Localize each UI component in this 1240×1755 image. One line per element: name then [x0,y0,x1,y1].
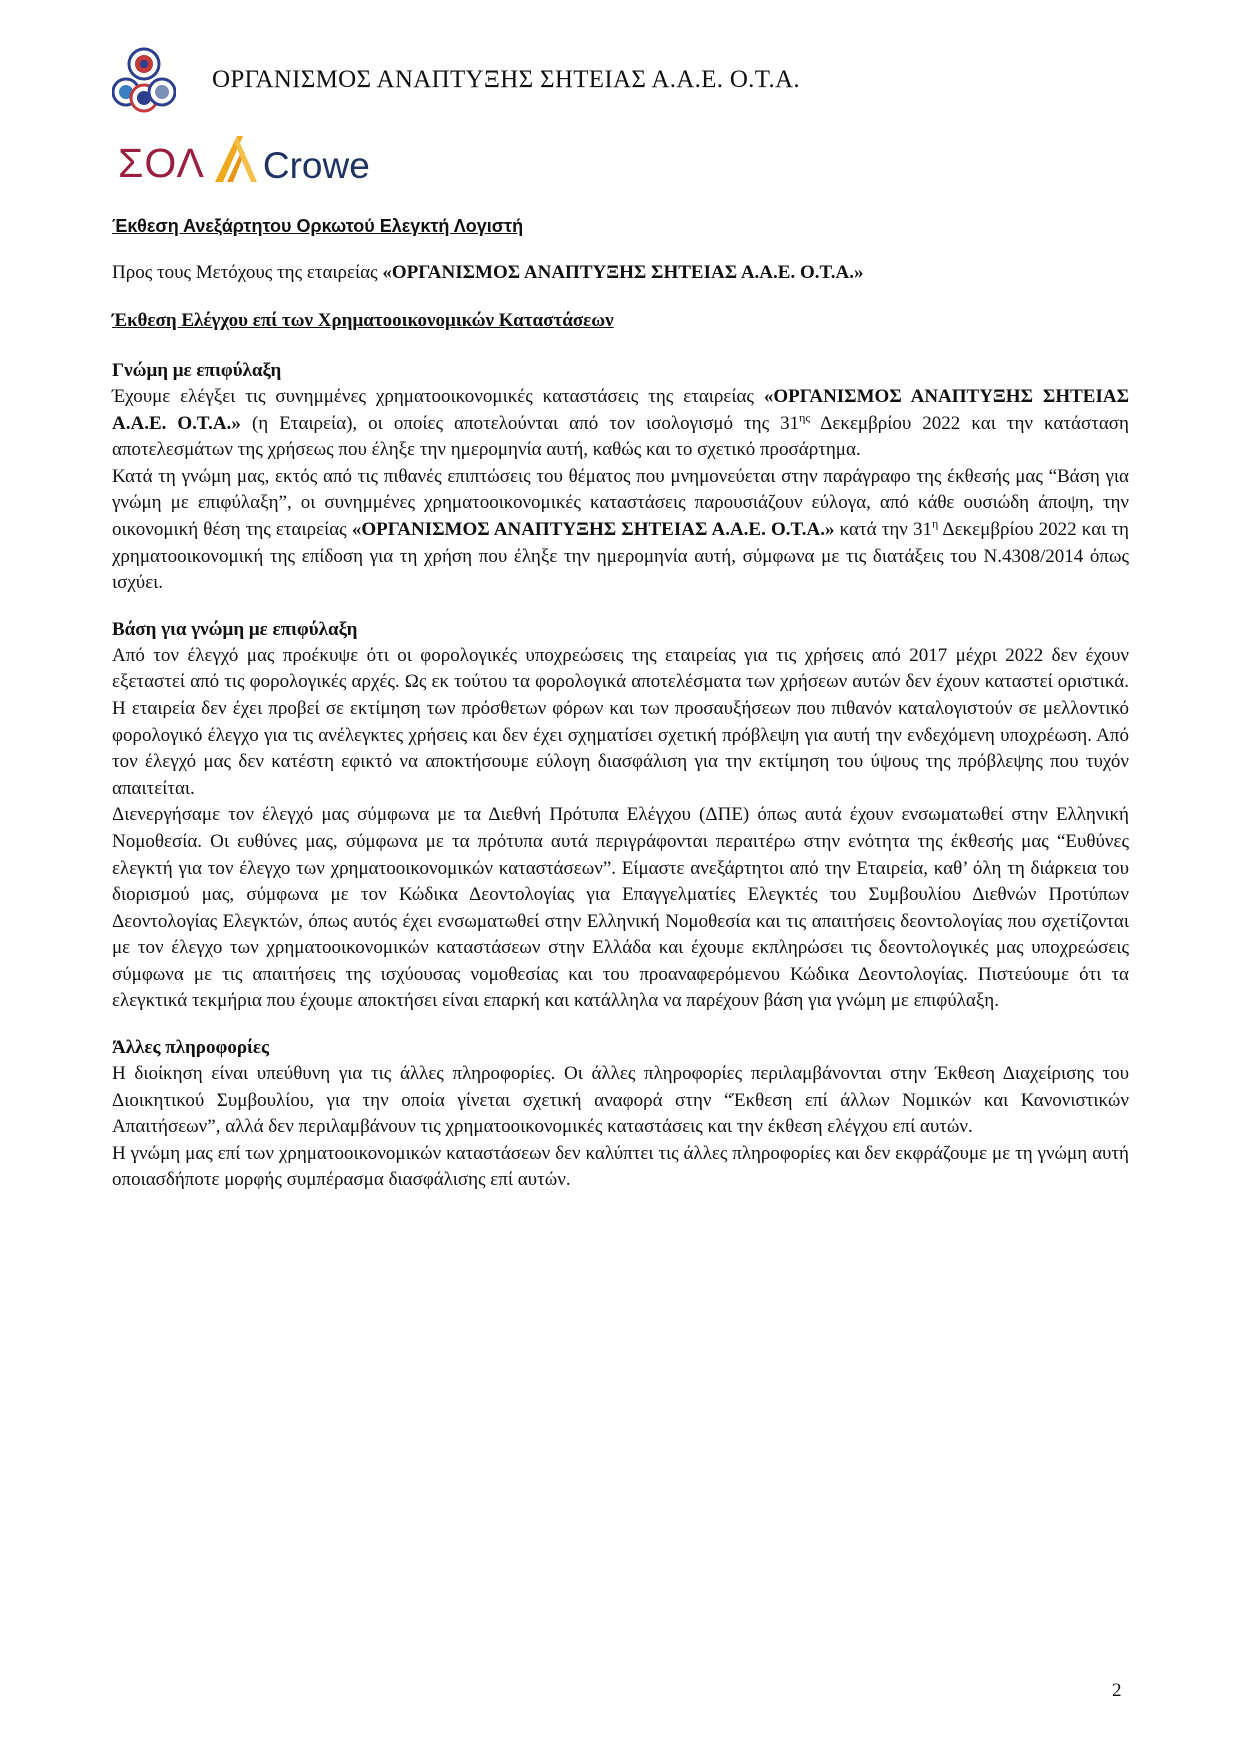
addressee-prefix: Προς τους Μετόχους της εταιρείας [112,262,383,283]
report-body [112,214,1129,1194]
opinion-heading: Γνώμη με επιφύλαξη [112,360,282,381]
addressee-company: «ΟΡΓΑΝΙΣΜΟΣ ΑΝΑΠΤΥΞΗΣ ΣΗΤΕΙΑΣ Α.Α.Ε. Ο.Τ.Α.» [382,262,864,283]
firm-logo [118,136,370,184]
basis-paragraph-1: Από τον έλεγχό μας προέκυψε ότι οι φορολογικές υποχρεώσεις της εταιρείας για τις χρήσεις από 2017 μέχρι 2022 δεν έχουν εξεταστεί από τις φορολογικές αρχές. Ως εκ τούτου τα φορολογικά αποτελέσματα των χρήσεων αυτών δεν έχουν καταστεί οριστικά. Η εταιρεία δεν έχει προβεί σε εκτίμηση των πρόσθετων φόρων και των προσαυξήσεων που πιθανόν καταλογιστούν σε μελλοντικό φορολογικό έλεγχο για τις ανέλεγκτες χρήσεις και δεν έχει σχηματίσει σχετική πρόβλεψη για αυτή την ενδεχόμενη υποχρέωση. Από τον έλεγχό μας δεν κατέστη εφικτό να αποκτήσουμε εύλογη διασφάλιση για την εκτίμηση του ύψους της πρόβλεψης που τυχόν απαιτείται. [112,644,1129,799]
firm-logo-sol: ΣΟΛ [118,140,205,186]
page-number: 2 [1112,1680,1122,1701]
firm-logo-crowe: Crowe [262,145,370,186]
basis-heading: Βάση για γνώμη με επιφύλαξη [112,618,358,640]
document-header [112,46,800,114]
organization-name: ΟΡΓΑΝΙΣΜΟΣ ΑΝΑΠΤΥΞΗΣ ΣΗΤΕΙΑΣ Α.Α.Ε. Ο.Τ.Α. [212,66,800,93]
basis-paragraph-2: Διενεργήσαμε τον έλεγχό μας σύμφωνα με τα Διεθνή Πρότυπα Ελέγχου (ΔΠΕ) όπως αυτά έχουν ενσωματωθεί στην Ελληνική Νομοθεσία. Οι ευθύνες μας, σύμφωνα με τα πρότυπα αυτά περιγράφονται περαιτέρω στην ενότητα της έκθεσής μας “Ευθύνες ελεγκτή για τον έλεγχο των χρηματοοικονομικών καταστάσεων”. Είμαστε ανεξάρτητοι από την Εταιρεία, καθ’ όλη τη διάρκεια του διορισμού μας, σύμφωνα με τον Κώδικα Δεοντολογίας για Επαγγελματίες Ελεγκτές του Συμβουλίου Διεθνών Προτύπων Δεοντολογίας Ελεγκτών, όπως αυτός έχει ενσωματωθεί στην Ελληνική Νομοθεσία και τις απαιτήσεις δεοντολογίας που σχετίζονται με τον έλεγχο των χρηματοοικονομικών καταστάσεων στην Ελλάδα και έχουμε εκπληρώσει τις δεοντολογικές μας υποχρεώσεις σύμφωνα με τις απαιτήσεις της ισχύουσας νομοθεσίας και του προαναφερόμενου Κώδικα Δεοντολογίας. Πιστεύουμε ότι τα ελεγκτικά τεκμήρια που έχουμε αποκτήσει είναι επαρκή και κατάλληλα να παρέχουν βάση για γνώμη με επιφύλαξη. [112,804,1129,1012]
org-emblem-icon [112,46,176,114]
opinion-paragraph-2: Κατά τη γνώμη μας, εκτός από τις πιθανές επιπτώσεις του θέματος που μνημονεύεται στην παράγραφο της έκθεσής μας “Βάση για γνώμη με επιφύλαξη”, οι συνημμένες χρηματοοικονομικές καταστάσεις παρουσιάζουν εύλογα, από κάθε ουσιώδη άποψη, την οικονομική θέση της εταιρείας «ΟΡΓΑΝΙΣΜΟΣ ΑΝΑΠΤΥΞΗΣ ΣΗΤΕΙΑΣ Α.Α.Ε. Ο.Τ.Α.» κατά την $31^\eta$ Δεκεμβρίου 2022 και τη χρηματοοικονομική της επίδοση για τη χρήση που έληξε την ημερομηνία αυτή, σύμφωνα με τις διατάξεις του Ν.4308/2014 όπως ισχύει. [112,465,1129,594]
opinion-paragraph-1: Έχουμε ελέγξει τις συνημμένες χρηματοοικονομικές καταστάσεις της εταιρείας «ΟΡΓΑΝΙΣΜΟΣ ΑΝΑΠΤΥΞΗΣ ΣΗΤΕΙΑΣ Α.Α.Ε. Ο.Τ.Α.» (η Εταιρεία), οι οποίες αποτελούνται από τον ισολογισμό της $31^{\eta\varsigma}$ Δεκεμβρίου 2022 και την κατάσταση αποτελεσμάτων της χρήσεως που έληξε την ημερομηνία αυτή, καθώς και το σχετικό προσάρτημα. [112,386,1129,461]
crowe-chevron-icon [211,134,261,184]
report-title: Έκθεση Ανεξάρτητου Ορκωτού Ελεγκτή Λογιστή [112,216,524,236]
addressee [112,260,1129,286]
other-info-paragraph-1: Η διοίκηση είναι υπεύθυνη για τις άλλες πληροφορίες. Οι άλλες πληροφορίες περιλαμβάνονται στην Έκθεση Διαχείρισης του Διοικητικού Συμβουλίου, για την οποία γίνεται σχετική αναφορά στην “Έκθεση επί άλλων Νομικών και Κανονιστικών Απαιτήσεων”, αλλά δεν περιλαμβάνουν τις χρηματοοικονομικές καταστάσεις και την έκθεση ελέγχου επί αυτών. [112,1063,1129,1138]
other-info-paragraph-2: Η γνώμη μας επί των χρηματοοικονομικών καταστάσεων δεν καλύπτει τις άλλες πληροφορίες και δεν εκφράζουμε με τη γνώμη αυτή οποιασδήποτε μορφής συμπέρασμα διασφάλισης επί αυτών. [112,1142,1129,1191]
section-title: Έκθεση Ελέγχου επί των Χρηματοοικονομικών Καταστάσεων [112,310,614,331]
other-info-heading: Άλλες πληροφορίες [112,1037,270,1059]
